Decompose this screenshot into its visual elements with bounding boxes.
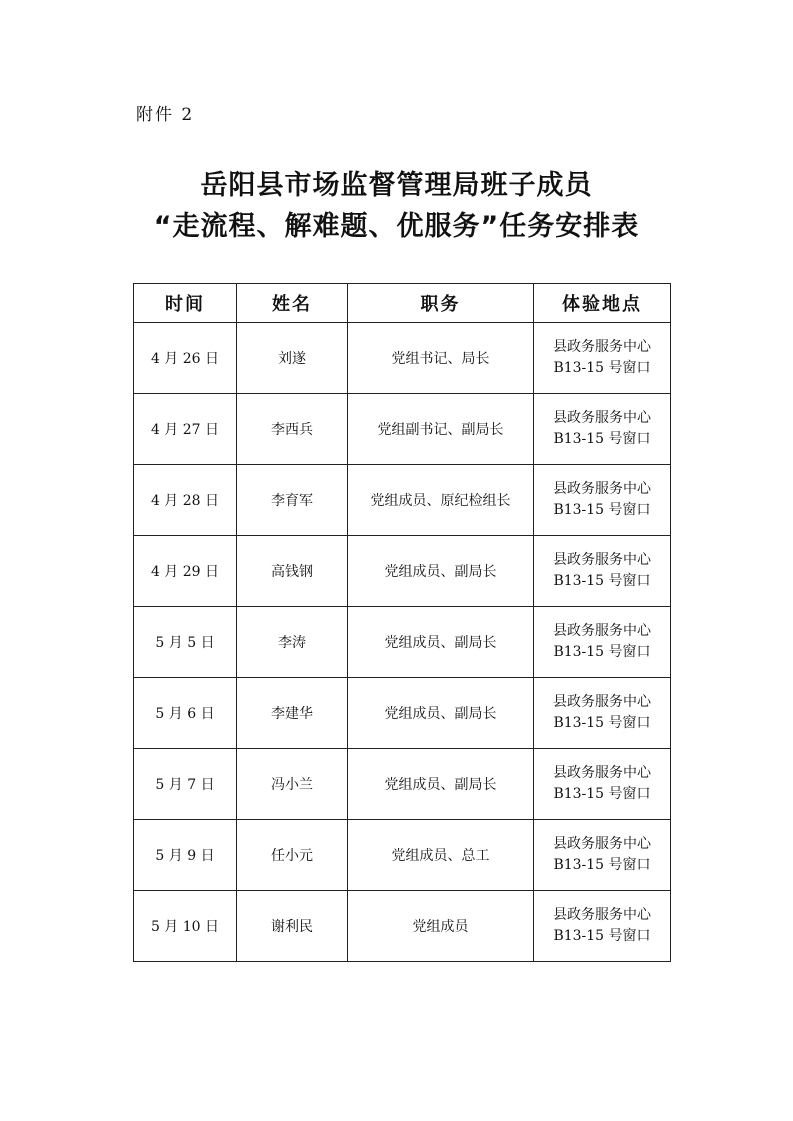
location-line-2: B13-15 号窗口 <box>553 502 651 518</box>
table-row <box>134 323 671 394</box>
attachment-label: 附件 2 <box>136 105 195 125</box>
location-line-1: 县政务服务中心 <box>553 552 651 568</box>
date-cell: 5 月 6 日 <box>134 678 237 749</box>
location-line-2: B13-15 号窗口 <box>553 573 651 589</box>
table-row <box>134 678 671 749</box>
location-cell <box>534 394 671 465</box>
header-name: 姓名 <box>237 284 348 323</box>
table-row <box>134 465 671 536</box>
table-header-row <box>134 284 671 323</box>
date-cell: 5 月 9 日 <box>134 820 237 891</box>
position-cell: 党组成员、副局长 <box>348 749 534 820</box>
location-cell <box>534 678 671 749</box>
name-cell: 李育军 <box>237 465 348 536</box>
location-cell <box>534 465 671 536</box>
date-cell: 4 月 28 日 <box>134 465 237 536</box>
position-cell: 党组成员、副局长 <box>348 607 534 678</box>
table-row <box>134 891 671 962</box>
location-line-2: B13-15 号窗口 <box>553 644 651 660</box>
date-cell: 4 月 29 日 <box>134 536 237 607</box>
name-cell: 李西兵 <box>237 394 348 465</box>
table-row <box>134 749 671 820</box>
position-cell: 党组副书记、副局长 <box>348 394 534 465</box>
position-cell: 党组成员、总工 <box>348 820 534 891</box>
location-line-1: 县政务服务中心 <box>553 481 651 497</box>
header-position: 职务 <box>348 284 534 323</box>
location-line-2: B13-15 号窗口 <box>553 786 651 802</box>
name-cell: 高钱钢 <box>237 536 348 607</box>
position-cell: 党组成员、原纪检组长 <box>348 465 534 536</box>
location-cell <box>534 536 671 607</box>
name-cell: 李涛 <box>237 607 348 678</box>
date-cell: 4 月 27 日 <box>134 394 237 465</box>
name-cell: 刘遂 <box>237 323 348 394</box>
position-cell: 党组书记、局长 <box>348 323 534 394</box>
date-cell: 5 月 7 日 <box>134 749 237 820</box>
header-location: 体验地点 <box>534 284 671 323</box>
position-cell: 党组成员 <box>348 891 534 962</box>
name-cell: 冯小兰 <box>237 749 348 820</box>
location-line-1: 县政务服务中心 <box>553 765 651 781</box>
location-line-1: 县政务服务中心 <box>553 623 651 639</box>
name-cell: 李建华 <box>237 678 348 749</box>
table-row <box>134 820 671 891</box>
table-row <box>134 607 671 678</box>
location-line-1: 县政务服务中心 <box>553 694 651 710</box>
location-cell <box>534 323 671 394</box>
table-row <box>134 394 671 465</box>
location-line-1: 县政务服务中心 <box>553 339 651 355</box>
table-row <box>134 536 671 607</box>
date-cell: 5 月 5 日 <box>134 607 237 678</box>
location-line-2: B13-15 号窗口 <box>553 857 651 873</box>
date-cell: 4 月 26 日 <box>134 323 237 394</box>
date-cell: 5 月 10 日 <box>134 891 237 962</box>
name-cell: 谢利民 <box>237 891 348 962</box>
name-cell: 任小元 <box>237 820 348 891</box>
document-title-line-1: 岳阳县市场监督管理局班子成员 <box>200 170 593 201</box>
location-line-1: 县政务服务中心 <box>553 410 651 426</box>
schedule-table <box>133 283 671 962</box>
location-cell <box>534 820 671 891</box>
location-line-2: B13-15 号窗口 <box>553 715 651 731</box>
position-cell: 党组成员、副局长 <box>348 678 534 749</box>
location-line-2: B13-15 号窗口 <box>553 360 651 376</box>
location-line-2: B13-15 号窗口 <box>553 928 651 944</box>
location-cell <box>534 607 671 678</box>
location-line-2: B13-15 号窗口 <box>553 431 651 447</box>
position-cell: 党组成员、副局长 <box>348 536 534 607</box>
location-cell <box>534 749 671 820</box>
location-line-1: 县政务服务中心 <box>553 907 651 923</box>
location-line-1: 县政务服务中心 <box>553 836 651 852</box>
location-cell <box>534 891 671 962</box>
header-date: 时间 <box>134 284 237 323</box>
document-title-line-2: “走流程、解难题、优服务”任务安排表 <box>153 211 640 242</box>
